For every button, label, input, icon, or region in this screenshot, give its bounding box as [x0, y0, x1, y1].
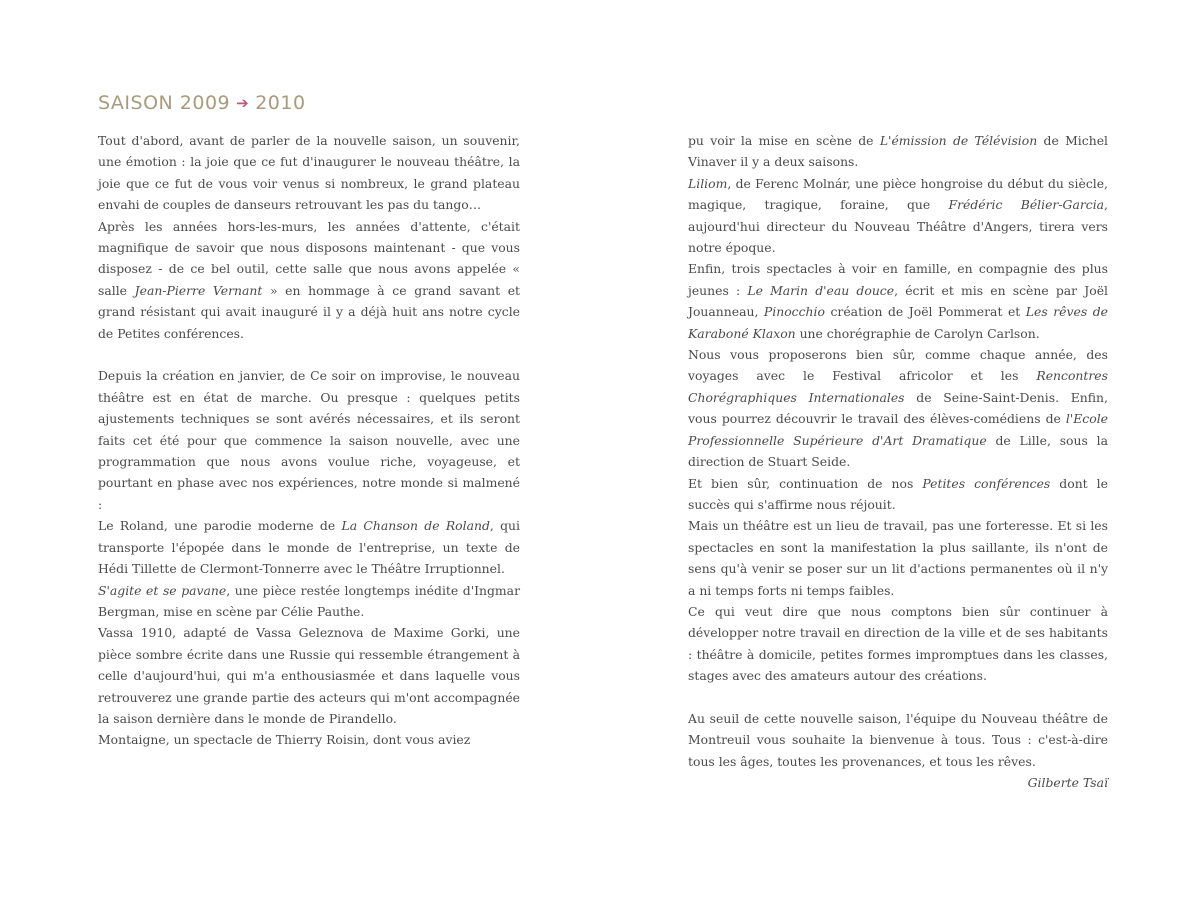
- paragraph: Après les années hors-les-murs, les années d'attente, c'était magnifique de savoir que nous disposons maintenant - que vous disposez - de ce bel outil, cette salle que nous avons appelée « salle Jean-Pierre Vernant » en hommage à ce grand savant et grand résistant qui avait inauguré il y a déjà huit ans notre cycle de Petites conférences.: [98, 218, 521, 341]
- paragraph: Liliom, de Ferenc Molnár, une pièce hongroise du début du siècle, magique, tragique, foraine, que Frédéric Bélier-Garcia, aujourd'hui directeur du Nouveau Théâtre d'Angers, tirera vers notre époque.: [688, 175, 1108, 256]
- paragraph: Et bien sûr, continuation de nos Petites conférences dont le succès qui s'affirme nous réjouit.: [688, 475, 1108, 512]
- title-year-start: SAISON 2009: [98, 92, 231, 114]
- arrow-icon: ➔: [236, 94, 250, 112]
- paragraph: Depuis la création en janvier, de Ce soir on improvise, le nouveau théâtre est en état de marche. Ou presque : quelques petits ajustements techniques se sont avérés nécessaires, et ils seront faits cet été pour que commence la saison nouvelle, avec une programmation que nous avons voulue riche, voyageuse, et pourtant en phase avec nos expériences, notre monde si malmené :: [98, 368, 520, 512]
- paragraph: Le Roland, une parodie moderne de La Chanson de Roland, qui transporte l'épopée dans le monde de l'entreprise, un texte de Hédi Tillette de Clermont-Tonnerre avec le Théâtre Irruptionnel.: [98, 518, 520, 577]
- paragraph: Au seuil de cette nouvelle saison, l'équipe du Nouveau théâtre de Montreuil vous souhaite la bienvenue à tous. Tous : c'est-à-dire tous les âges, toutes les provenances, et tous les rêves.: [688, 710, 1108, 769]
- paragraph: Enfin, trois spectacles à voir en famille, en compagnie des plus jeunes : Le Marin d'eau douce, écrit et mis en scène par Joël Jouanneau, Pinocchio création de Joël Pommerat et Les rêves de Karaboné Klaxon une chorégraphie de Carolyn Carlson.: [688, 261, 1108, 341]
- right-column-text: [688, 130, 1108, 794]
- page-title: [98, 92, 306, 114]
- paragraph: Mais un théâtre est un lieu de travail, pas une forteresse. Et si les spectacles en sont la manifestation la plus saillante, ils n'ont de sens qu'à venir se poser sur un lit d'actions permanentes où il n'y a ni temps forts ni temps faibles.: [688, 518, 1108, 598]
- title-year-end: 2010: [255, 92, 306, 114]
- paragraph: Nous vous proposerons bien sûr, comme chaque année, des voyages avec le Festival africolor et les Rencontres Chorégraphiques Internationales de Seine-Saint-Denis. Enfin, vous pourrez découvrir le travail des élèves-comédiens de l'Ecole Professionnelle Supérieure d'Art Dramatique de Lille, sous la direction de Stuart Seide.: [688, 347, 1108, 470]
- paragraph: pu voir la mise en scène de L'émission de Télévision de Michel Vinaver il y a deux saisons.: [688, 133, 1108, 170]
- paragraph: Ce qui veut dire que nous comptons bien sûr continuer à développer notre travail en direction de la ville et de ses habitants : théâtre à domicile, petites formes impromptues dans les classes, stages avec des amateurs autour des créations.: [688, 603, 1108, 684]
- paragraph: Tout d'abord, avant de parler de la nouvelle saison, un souvenir, une émotion : la joie que ce fut d'inaugurer le nouveau théâtre, la joie que ce fut de vous voir venus si nombreux, le grand plateau envahi de couples de danseurs retrouvant les pas du tango…: [98, 133, 520, 213]
- left-column-text: [98, 130, 520, 751]
- signature: Gilberte Tsaï: [1027, 775, 1108, 791]
- paragraph: S'agite et se pavane, une pièce restée longtemps inédite d'Ingmar Bergman, mise en scène par Célie Pauthe.: [98, 582, 520, 619]
- paragraph: Montaigne, un spectacle de Thierry Roisin, dont vous aviez: [98, 732, 471, 748]
- paragraph: Vassa 1910, adapté de Vassa Geleznova de Maxime Gorki, une pièce sombre écrite dans une Russie qui ressemble étrangement à celle d'aujourd'hui, qui m'a enthousiasmée et dans laquelle vous retrouverez une grande partie des acteurs qui m'ont accompagnée la saison dernière dans le monde de Pirandello.: [98, 625, 520, 726]
